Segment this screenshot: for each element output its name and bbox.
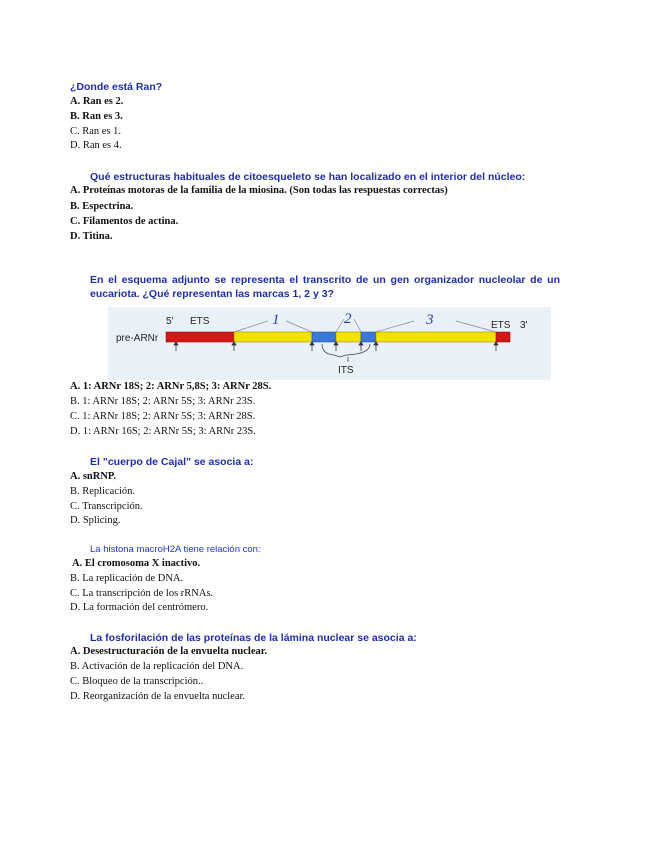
mark-3-label: 3 [426, 312, 434, 328]
diagram-its-label: ITS [338, 365, 354, 376]
question-4: El "cuerpo de Cajal" se asocia a: [90, 456, 254, 468]
answer-5a: A. El cromosoma X inactivo. [72, 558, 201, 569]
question-1: ¿Donde está Ran? [70, 81, 163, 93]
answer-5c: C. La transcripción de los rRNAs. [70, 588, 214, 599]
answer-6a: A. Desestructuración de la envuelta nuclear. [70, 646, 268, 657]
answer-2b: B. Espectrina. [70, 201, 134, 212]
segment-its-1 [312, 332, 336, 342]
answer-3d: D. 1: ARNr 16S; 2: ARNr 5S; 3: ARNr 23S. [70, 426, 256, 437]
answer-4a: A. snRNP. [70, 471, 116, 482]
answer-6d: D. Reorganización de la envuelta nuclear. [70, 691, 246, 702]
answer-3a: A. 1: ARNr 18S; 2: ARNr 5,8S; 3: ARNr 28S. [70, 381, 272, 392]
answer-1a: A. Ran es 2. [70, 96, 124, 107]
segment-18s [234, 332, 312, 342]
answer-5b: B. La replicación de DNA. [70, 573, 184, 584]
answer-2c: C. Filamentos de actina. [70, 216, 179, 227]
answer-3b: B. 1: ARNr 18S; 2: ARNr 5S; 3: ARNr 23S. [70, 396, 256, 407]
diagram-five-prime: 5' [166, 316, 174, 327]
answer-1b: B. Ran es 3. [70, 111, 123, 122]
question-3: En el esquema adjunto se representa el transcrito de un gen organizador nucleolar de un eucariota. ¿Qué representan las marcas 1, 2 y 3? [90, 274, 560, 300]
diagram-three-prime: 3' [520, 320, 528, 331]
answer-4c: C. Transcripción. [70, 501, 143, 512]
answer-6c: C. Bloqueo de la transcripción.. [70, 676, 204, 687]
answer-5d: D. La formación del centrómero. [70, 602, 209, 613]
answer-4b: B. Replicación. [70, 486, 136, 497]
diagram-background [108, 307, 551, 380]
question-5: La histona macroH2A tiene relación con: [90, 544, 261, 555]
mark-2-label: 2 [344, 311, 352, 327]
answer-2d: D. Titina. [70, 231, 113, 242]
mark-1-label: 1 [272, 312, 280, 328]
answer-3c: C. 1: ARNr 18S; 2: ARNr 5S; 3: ARNr 28S. [70, 411, 256, 422]
answer-1d: D. Ran es 4. [70, 140, 122, 151]
pre-rrna-diagram [108, 307, 551, 380]
answer-2a: A. Proteínas motoras de la familia de la miosina. (Son todas las respuestas correctas) [70, 185, 448, 196]
diagram-ets-left-label: ETS [190, 316, 210, 327]
diagram-ets-right-label: ETS [491, 320, 511, 331]
segment-28s [376, 332, 496, 342]
segment-5-8s [336, 332, 361, 342]
segment-ets-5 [166, 332, 234, 342]
answer-1c: C. Ran es 1. [70, 126, 122, 137]
question-6: La fosforilación de las proteínas de la lámina nuclear se asocia a: [90, 632, 417, 644]
diagram-molecule-label: pre-ARNr [116, 333, 159, 344]
segment-ets-3 [496, 332, 510, 342]
answer-6b: B. Activación de la replicación del DNA. [70, 661, 244, 672]
question-2: Qué estructuras habituales de citoesqueleto se han localizado en el interior del núcleo: [90, 171, 526, 183]
answer-4d: D. Splicing. [70, 515, 121, 526]
segment-its-2 [361, 332, 376, 342]
